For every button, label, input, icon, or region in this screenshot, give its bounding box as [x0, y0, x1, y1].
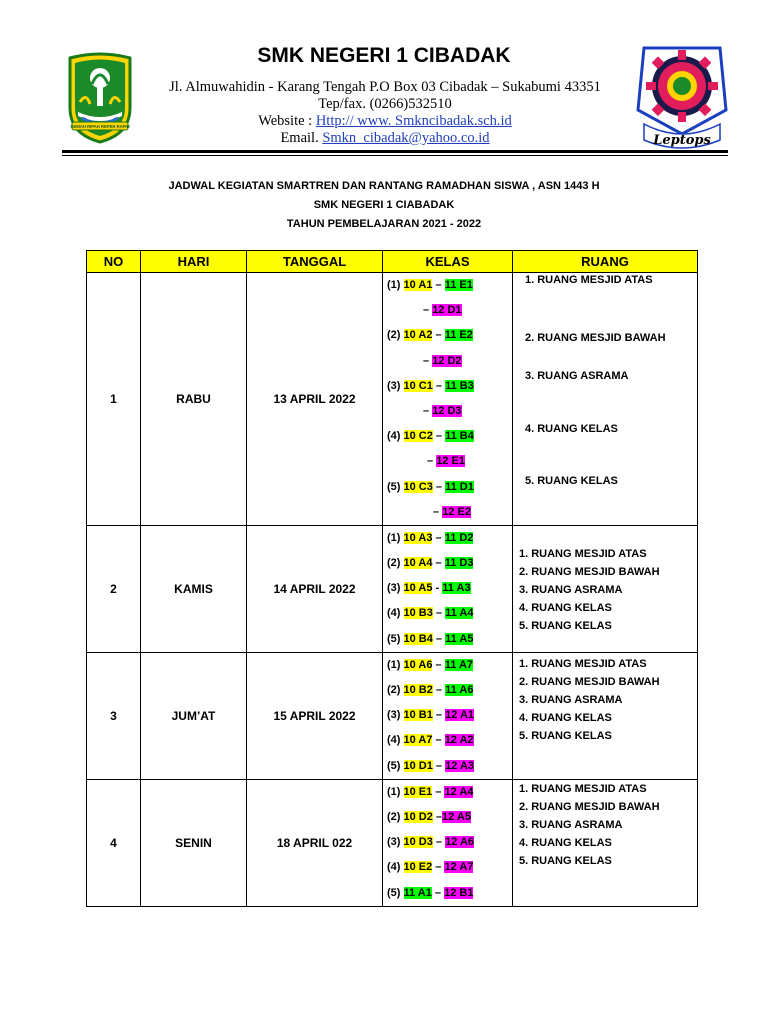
- grade11-class: 11 B3: [445, 379, 474, 392]
- cell-no: 2: [87, 525, 141, 652]
- website-label: Website :: [258, 113, 316, 129]
- kelas-line: (5) 11 A1 – 12 B1: [387, 886, 474, 899]
- ruang-item: 4. RUANG KELAS: [525, 423, 618, 435]
- kelas-line: (5) 10 D1 – 12 A3: [387, 759, 475, 772]
- cell-tanggal: 14 APRIL 2022: [247, 525, 383, 652]
- email-link[interactable]: Smkn_cibadak@yahoo.co.id: [322, 130, 490, 146]
- ruang-item: 5. RUANG KELAS: [519, 729, 612, 742]
- ruang-item: 4. RUANG KELAS: [519, 601, 612, 614]
- cell-kelas: [383, 779, 513, 906]
- kelas-line: – 12 D3: [423, 404, 462, 417]
- grade12-class: 12 A5: [442, 810, 471, 823]
- grade10-class: 10 C2: [403, 430, 433, 443]
- cell-no: 1: [87, 273, 141, 526]
- cell-tanggal: 18 APRIL 022: [247, 779, 383, 906]
- grade12-class: 12 A6: [445, 836, 475, 849]
- cell-no: 3: [87, 652, 141, 779]
- ruang-item: 3. RUANG ASRAMA: [519, 583, 623, 596]
- grade10-class: 10 A7: [403, 734, 433, 747]
- grade10-class: 10 A2: [403, 329, 433, 342]
- school-email: [140, 129, 630, 147]
- kelas-line: (1) 10 E1 – 12 A4: [387, 785, 474, 798]
- grade11-class: 11 A7: [444, 658, 474, 671]
- cell-tanggal: 15 APRIL 2022: [247, 652, 383, 779]
- kelas-line: (2) 10 A4 – 11 D3: [387, 557, 474, 570]
- kelas-line: (5) 10 C3 – 11 D1: [387, 480, 474, 493]
- header-divider-thin: [62, 155, 728, 156]
- grade10-class: 10 A6: [403, 658, 433, 671]
- ruang-item: 1. RUANG MESJID ATAS: [525, 274, 653, 286]
- kelas-line: (1) 10 A3 – 11 D2: [387, 531, 474, 544]
- table-header-row: [87, 251, 698, 273]
- ruang-item: 2. RUANG MESJID BAWAH: [525, 332, 666, 344]
- cell-hari: KAMIS: [141, 525, 247, 652]
- cell-hari: JUM’AT: [141, 652, 247, 779]
- document-title: JADWAL KEGIATAN SMARTREN DAN RANTANG RAMADHAN SISWA , ASN 1443 H: [168, 180, 600, 192]
- grade10-class: 10 B3: [403, 607, 433, 620]
- grade10-class: 10 A5: [403, 582, 433, 595]
- grade10-class: 10 A1: [403, 279, 433, 291]
- grade11-class: 11 A1: [403, 886, 432, 899]
- grade11-class: 11 A6: [445, 684, 474, 696]
- grade10-class: 10 B4: [403, 632, 433, 645]
- kelas-line: (4) 10 E2 – 12 A7: [387, 861, 474, 874]
- grade12-class: 12 B1: [444, 886, 474, 899]
- header-tanggal: TANGGAL: [247, 251, 383, 273]
- ruang-item: 4. RUANG KELAS: [519, 711, 612, 724]
- cell-kelas: [383, 652, 513, 779]
- grade12-class: 12 A1: [445, 709, 475, 722]
- ruang-item: 3. RUANG ASRAMA: [525, 370, 629, 382]
- header-hari: HARI: [141, 251, 247, 273]
- kelas-line: (4) 10 A7 – 12 A2: [387, 734, 474, 747]
- grade11-class: 11 A4: [445, 607, 474, 620]
- grade10-class: 10 E2: [403, 861, 433, 874]
- grade10-class: 10 D2: [403, 810, 433, 823]
- ruang-item: 1. RUANG MESJID ATAS: [519, 657, 647, 670]
- grade11-class: 11 A5: [445, 632, 474, 645]
- grade10-class: 10 C1: [403, 379, 433, 392]
- grade10-class: 10 B2: [403, 684, 433, 696]
- email-label: Email.: [280, 130, 323, 146]
- table-row: [87, 652, 698, 779]
- school-address: Jl. Almuwahidin - Karang Tengah P.O Box 03 Cibadak – Sukabumi 43351: [169, 79, 601, 95]
- grade12-class: 12 A7: [444, 861, 474, 874]
- ruang-item: 1. RUANG MESJID ATAS: [519, 782, 647, 795]
- ruang-item: 3. RUANG ASRAMA: [519, 818, 623, 831]
- header-divider: [62, 150, 728, 153]
- document-subtitle-school: SMK NEGERI 1 CIABADAK: [313, 199, 455, 211]
- kelas-line: (3) 10 B1 – 12 A1: [387, 709, 475, 722]
- grade11-class: 11 B4: [445, 430, 474, 443]
- website-link[interactable]: Http:// www. Smkncibadak.sch.id: [315, 113, 512, 129]
- cell-ruang: [513, 652, 698, 779]
- grade12-class: 12 D1: [432, 304, 462, 317]
- table-row: [87, 779, 698, 906]
- ruang-item: 5. RUANG KELAS: [519, 619, 612, 632]
- grade11-class: 11 E2: [444, 329, 473, 342]
- cell-kelas: [383, 525, 513, 652]
- ruang-item: 1. RUANG MESJID ATAS: [519, 547, 647, 560]
- kelas-line: (5) 10 B4 – 11 A5: [387, 632, 474, 645]
- document-subtitle-year: TAHUN PEMBELAJARAN 2021 - 2022: [286, 218, 482, 230]
- ruang-item: 2. RUANG MESJID BAWAH: [519, 675, 660, 688]
- kelas-line: – 12 D2: [423, 354, 462, 367]
- table-row: [87, 273, 698, 526]
- grade12-class: 12 D2: [432, 354, 462, 367]
- grade10-class: 10 A4: [403, 557, 433, 570]
- grade12-class: 12 D3: [432, 404, 462, 417]
- grade10-class: 10 D3: [403, 836, 433, 849]
- kelas-line: – 12 D1: [423, 304, 462, 317]
- grade11-class: 11 A3: [442, 582, 471, 595]
- grade12-class: 12 E1: [436, 455, 465, 468]
- svg-text:GEMAH RIPAH REPEH RAPIH: GEMAH RIPAH REPEH RAPIH: [70, 124, 130, 129]
- cell-hari: RABU: [141, 273, 247, 526]
- header-kelas: KELAS: [383, 251, 513, 273]
- cell-no: 4: [87, 779, 141, 906]
- grade11-class: 11 E1: [444, 279, 473, 291]
- kelas-line: (1) 10 A6 – 11 A7: [387, 658, 474, 671]
- kelas-line: (4) 10 C2 – 11 B4: [387, 430, 474, 443]
- kelas-line: (1) 10 A1 – 11 E1: [387, 279, 473, 291]
- svg-text:Leptops: Leptops: [653, 133, 711, 148]
- kelas-line: (3) 10 A5 - 11 A3: [387, 582, 471, 595]
- school-website: [140, 112, 630, 130]
- grade12-class: 12 A3: [445, 759, 475, 772]
- grade10-class: 10 D1: [403, 759, 433, 772]
- cell-ruang: [513, 273, 698, 526]
- grade10-class: 10 B1: [403, 709, 433, 722]
- grade11-class: 11 D3: [444, 557, 474, 570]
- kelas-line: – 12 E1: [427, 455, 465, 468]
- kelas-line: (3) 10 D3 – 12 A6: [387, 836, 475, 849]
- kelas-line: – 12 E2: [433, 505, 471, 518]
- grade11-class: 11 D1: [445, 480, 474, 493]
- kelas-line: (2) 10 A2 – 11 E2: [387, 329, 473, 342]
- cell-ruang: [513, 525, 698, 652]
- grade12-class: 12 E2: [442, 505, 471, 518]
- cell-ruang: [513, 779, 698, 906]
- grade10-class: 10 E1: [403, 785, 433, 798]
- kelas-line: (4) 10 B3 – 11 A4: [387, 607, 474, 620]
- grade12-class: 12 A2: [444, 734, 474, 747]
- kelas-line: (2) 10 D2 –12 A5: [387, 810, 471, 823]
- cell-hari: SENIN: [141, 779, 247, 906]
- ruang-item: 5. RUANG KELAS: [519, 854, 612, 867]
- grade10-class: 10 C3: [403, 480, 433, 493]
- header-ruang: RUANG: [513, 251, 698, 273]
- grade11-class: 11 D2: [444, 531, 474, 544]
- kelas-line: (3) 10 C1 – 11 B3: [387, 379, 474, 392]
- header-no: NO: [87, 251, 141, 273]
- schedule-table: [86, 250, 698, 907]
- cell-kelas: [383, 273, 513, 526]
- ruang-item: 5. RUANG KELAS: [525, 475, 618, 487]
- ruang-item: 3. RUANG ASRAMA: [519, 693, 623, 706]
- ruang-item: 2. RUANG MESJID BAWAH: [519, 800, 660, 813]
- kelas-line: (2) 10 B2 – 11 A6: [387, 684, 474, 696]
- grade12-class: 12 A4: [444, 785, 474, 798]
- cell-tanggal: 13 APRIL 2022: [247, 273, 383, 526]
- school-phone: Tep/fax. (0266)532510: [318, 96, 452, 112]
- grade10-class: 10 A3: [403, 531, 433, 544]
- school-name: SMK NEGERI 1 CIBADAK: [257, 44, 511, 67]
- ruang-item: 2. RUANG MESJID BAWAH: [519, 565, 660, 578]
- table-row: [87, 525, 698, 652]
- ruang-item: 4. RUANG KELAS: [519, 836, 612, 849]
